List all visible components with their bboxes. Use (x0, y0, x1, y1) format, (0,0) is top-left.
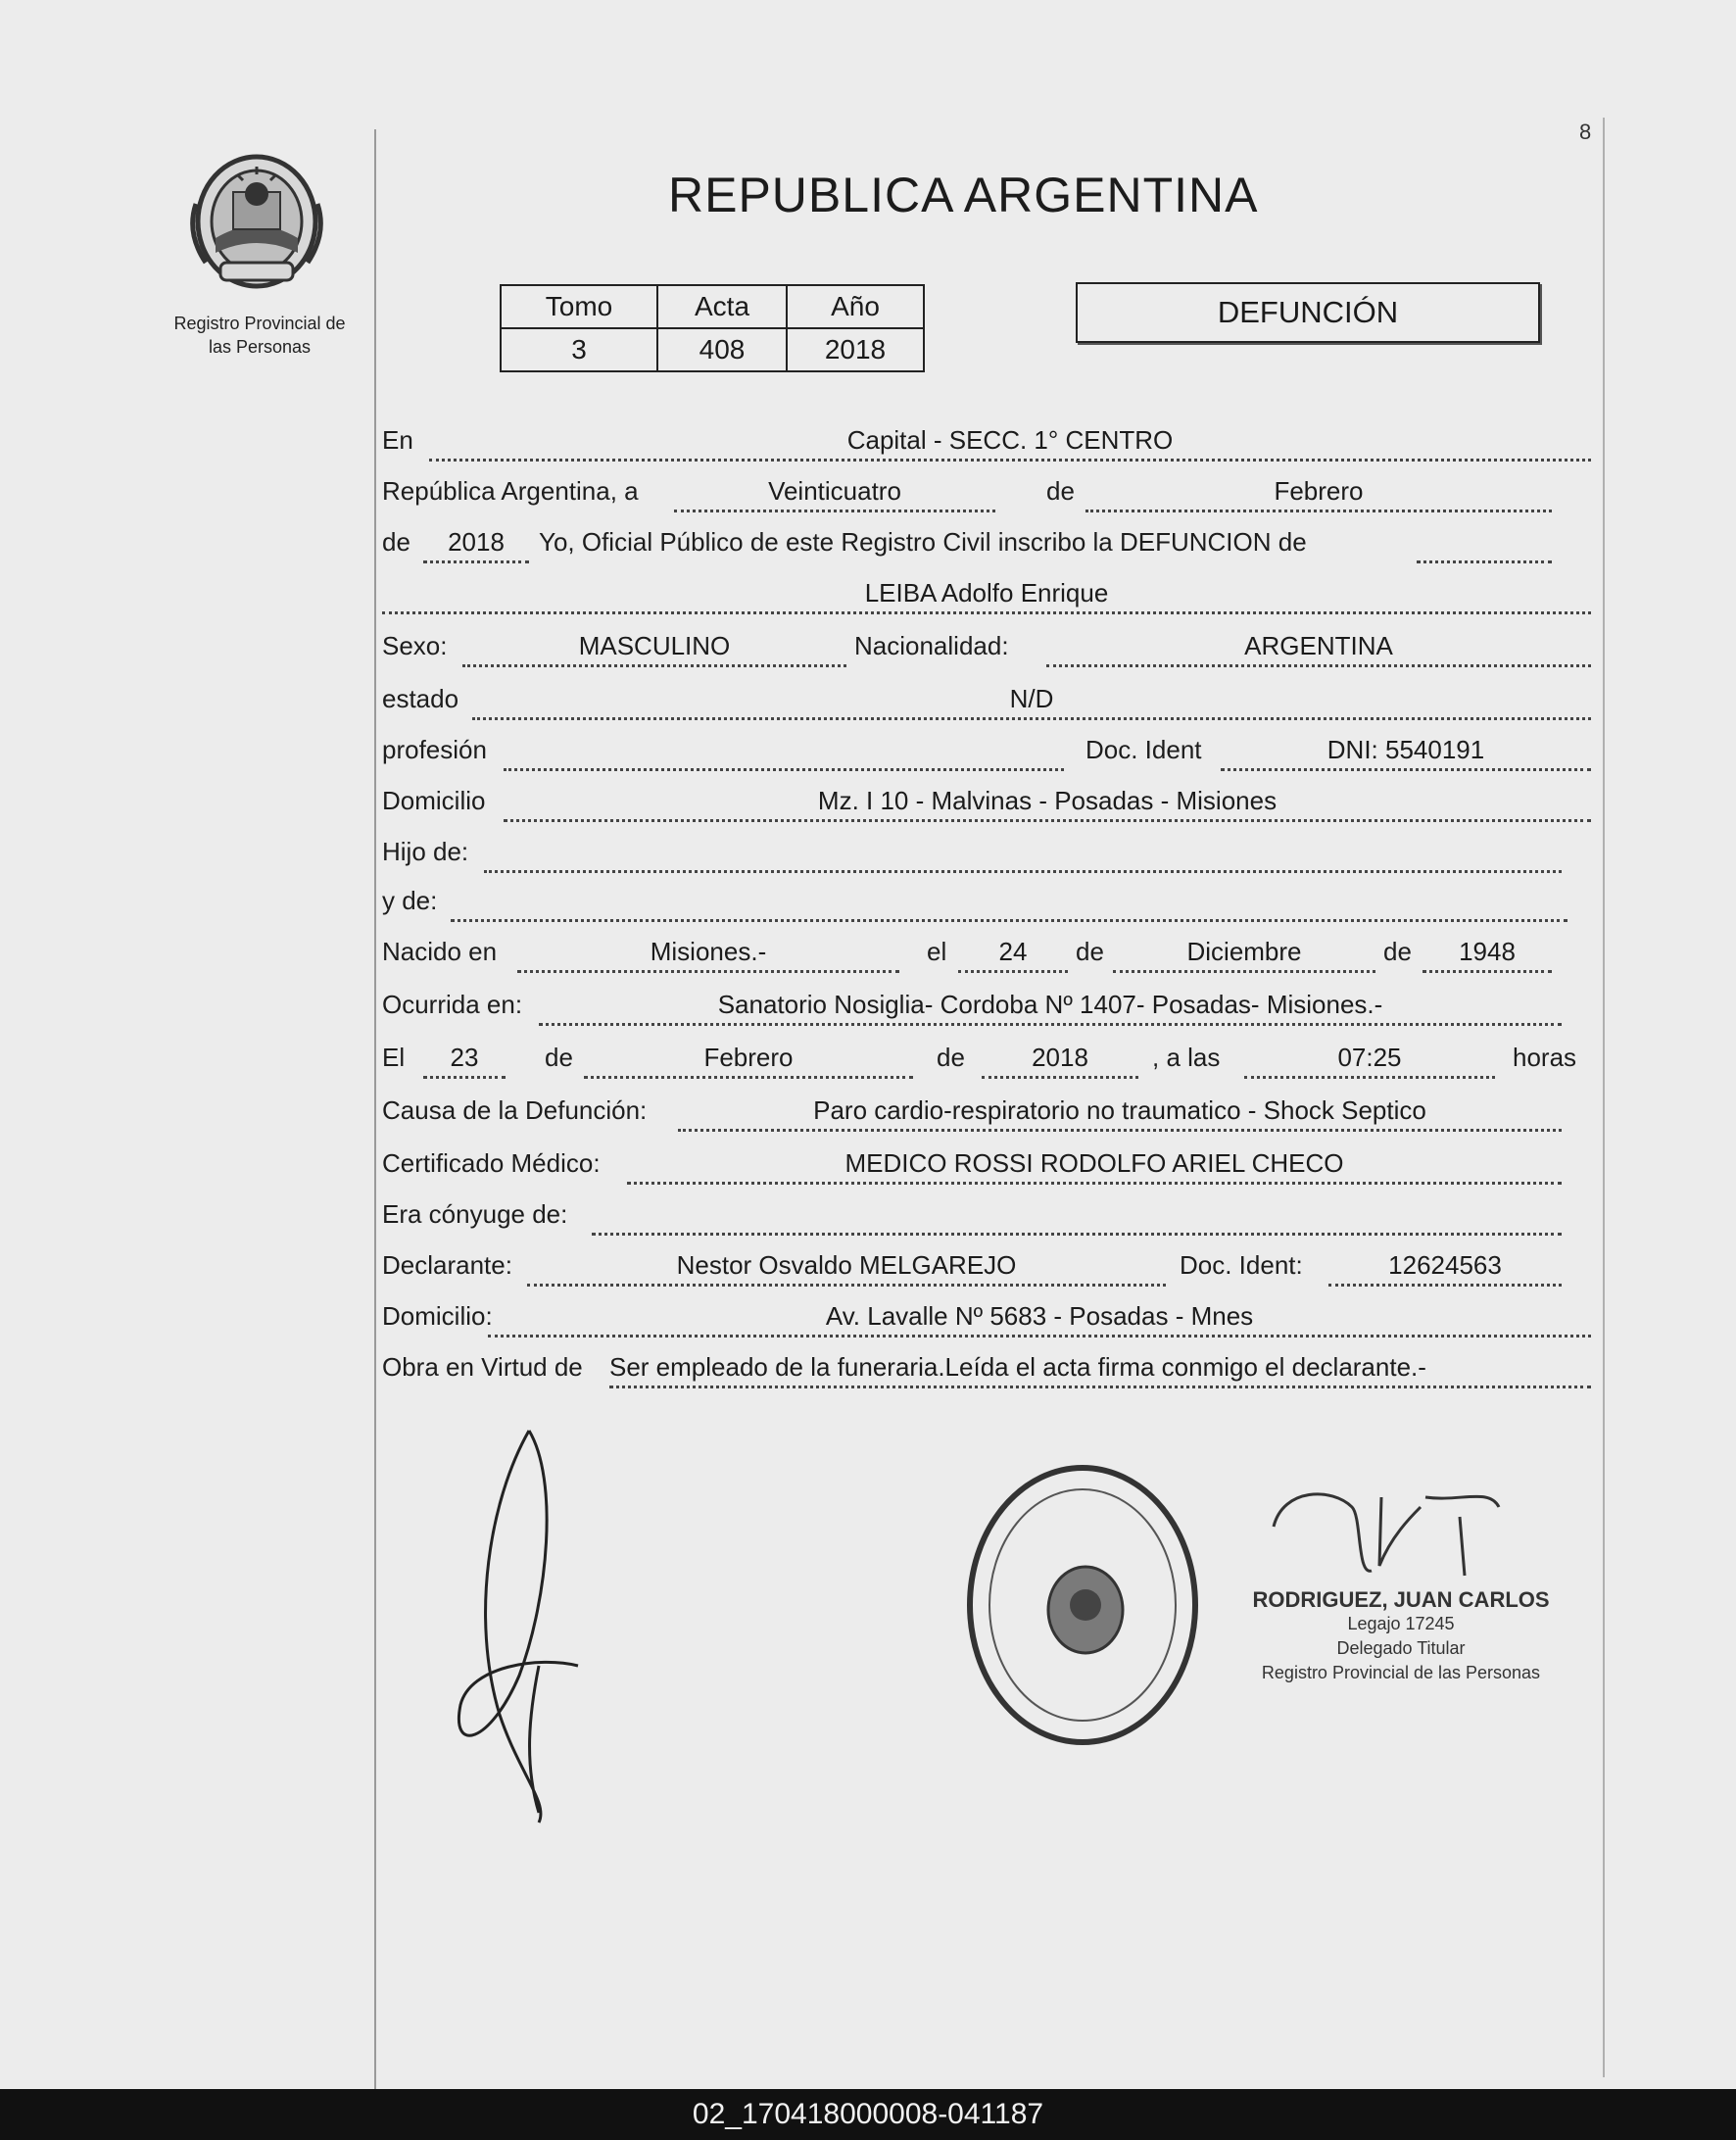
acta-header: Acta (657, 285, 787, 328)
profesion-field (504, 735, 1064, 771)
row-nacido (382, 927, 1601, 976)
obra-label: Obra en Virtud de (382, 1352, 583, 1382)
domicilio2-field: Av. Lavalle Nº 5683 - Posadas - Mnes (488, 1301, 1591, 1338)
domicilio-label: Domicilio (382, 786, 486, 815)
row-sexo (382, 621, 1601, 670)
nacido-year-field: 1948 (1423, 937, 1552, 973)
officer-block (1205, 1587, 1597, 1685)
month-field: Febrero (1085, 476, 1552, 512)
nacido-day-field: 24 (958, 937, 1068, 973)
causa-field: Paro cardio-respiratorio no traumatico - Shock Septico (678, 1095, 1562, 1132)
alas-label: , a las (1152, 1043, 1221, 1072)
declarante-doc-label: Doc. Ident: (1180, 1250, 1303, 1280)
registry-label (147, 312, 372, 359)
el-label: El (382, 1043, 406, 1072)
certificado-label: Certificado Médico: (382, 1148, 601, 1178)
de-label: de (382, 527, 410, 557)
estado-label: estado (382, 684, 459, 713)
domicilio-field: Mz. I 10 - Malvinas - Posadas - Misiones (504, 786, 1591, 822)
row-certificado (382, 1139, 1601, 1188)
yde-label: y de: (382, 886, 438, 915)
tomo-value: 3 (501, 328, 657, 371)
declarante-label: Declarante: (382, 1250, 512, 1280)
document-code-bar: 02_170418000008-041187 (0, 2089, 1736, 2140)
nacido-month-field: Diciembre (1113, 937, 1375, 973)
anio-value: 2018 (787, 328, 924, 371)
nacido-de2-label: de (1383, 937, 1412, 966)
registry-label-line2: las Personas (208, 337, 312, 357)
nacido-el-label: el (927, 937, 947, 966)
causa-label: Causa de la Defunción: (382, 1095, 648, 1125)
row-name (382, 568, 1601, 617)
left-margin-rule (374, 129, 376, 2089)
republica-label: República Argentina, a (382, 476, 639, 506)
horas-label: horas (1513, 1043, 1577, 1072)
el-day-field: 23 (423, 1043, 506, 1079)
row-declarante (382, 1240, 1601, 1289)
inscribo-text: Yo, Oficial Público de este Registro Civil inscribo la DEFUNCION de (539, 527, 1307, 557)
row-el (382, 1033, 1601, 1082)
domicilio2-label: Domicilio: (382, 1301, 493, 1331)
deceased-name-field: LEIBA Adolfo Enrique (382, 578, 1591, 614)
ocurrida-field: Sanatorio Nosiglia- Cordoba Nº 1407- Posadas- Misiones.- (539, 990, 1562, 1026)
row-yde (382, 876, 1601, 925)
officer-signature (1264, 1478, 1519, 1585)
nacionalidad-field: ARGENTINA (1046, 631, 1591, 667)
certificado-field: MEDICO ROSSI RODOLFO ARIEL CHECO (627, 1148, 1562, 1185)
officer-role: Delegado Titular (1336, 1638, 1466, 1658)
declarant-signature (431, 1421, 627, 1832)
el-year-field: 2018 (982, 1043, 1138, 1079)
nacido-de1-label: de (1076, 937, 1104, 966)
row-en (382, 415, 1601, 464)
row-estado (382, 674, 1601, 723)
top-edge-line (0, 0, 304, 8)
row-hijo (382, 827, 1601, 876)
nacido-place-field: Misiones.- (517, 937, 899, 973)
ocurrida-label: Ocurrida en: (382, 990, 523, 1019)
en-label: En (382, 425, 413, 455)
acta-value: 408 (657, 328, 787, 371)
conyuge-field (592, 1199, 1562, 1236)
inscribo-trailing-field (1417, 527, 1552, 563)
declarante-doc-field: 12624563 (1328, 1250, 1562, 1287)
yde-field (451, 886, 1567, 922)
row-ocurrida (382, 980, 1601, 1029)
rep-de-label: de (1046, 476, 1075, 506)
nacido-label: Nacido en (382, 937, 498, 966)
anio-header: Año (787, 285, 924, 328)
day-field: Veinticuatro (674, 476, 995, 512)
doc-ident-label: Doc. Ident (1085, 735, 1202, 764)
row-domicilio (382, 776, 1601, 825)
row-conyuge (382, 1190, 1601, 1239)
document-title: REPUBLICA ARGENTINA (668, 168, 1259, 222)
province-shield-logo (186, 145, 328, 292)
row-profesion (382, 725, 1601, 774)
row-obra (382, 1342, 1601, 1391)
officer-name: RODRIGUEZ, JUAN CARLOS (1252, 1587, 1550, 1612)
doc-ident-field: DNI: 5540191 (1221, 735, 1591, 771)
declarante-field: Nestor Osvaldo MELGAREJO (527, 1250, 1166, 1287)
right-margin-rule (1603, 118, 1605, 2077)
en-field: Capital - SECC. 1° CENTRO (429, 425, 1591, 462)
row-causa (382, 1086, 1601, 1135)
obra-field: Ser empleado de la funeraria.Leída el acta firma conmigo el declarante.- (609, 1352, 1591, 1388)
conyuge-label: Era cónyuge de: (382, 1199, 568, 1229)
row-domicilio2 (382, 1291, 1601, 1340)
el-month-field: Febrero (584, 1043, 913, 1079)
sexo-field: MASCULINO (462, 631, 846, 667)
record-number-table (500, 284, 925, 372)
sexo-label: Sexo: (382, 631, 448, 660)
registry-label-line1: Registro Provincial de (173, 314, 346, 333)
nacionalidad-label: Nacionalidad: (854, 631, 1009, 660)
el-de2-label: de (937, 1043, 965, 1072)
profesion-label: profesión (382, 735, 487, 764)
hijo-field (484, 837, 1562, 873)
row-republica (382, 466, 1601, 515)
year-field: 2018 (423, 527, 529, 563)
officer-legajo: Legajo 17245 (1347, 1614, 1455, 1633)
tomo-header: Tomo (501, 285, 657, 328)
registry-stamp (960, 1458, 1205, 1752)
officer-registry: Registro Provincial de las Personas (1261, 1663, 1541, 1682)
el-de1-label: de (545, 1043, 573, 1072)
row-year (382, 517, 1601, 566)
hijo-label: Hijo de: (382, 837, 469, 866)
page-number: 8 (1579, 120, 1592, 144)
estado-field: N/D (472, 684, 1591, 720)
record-type-box: DEFUNCIÓN (1076, 282, 1540, 343)
time-field: 07:25 (1244, 1043, 1495, 1079)
